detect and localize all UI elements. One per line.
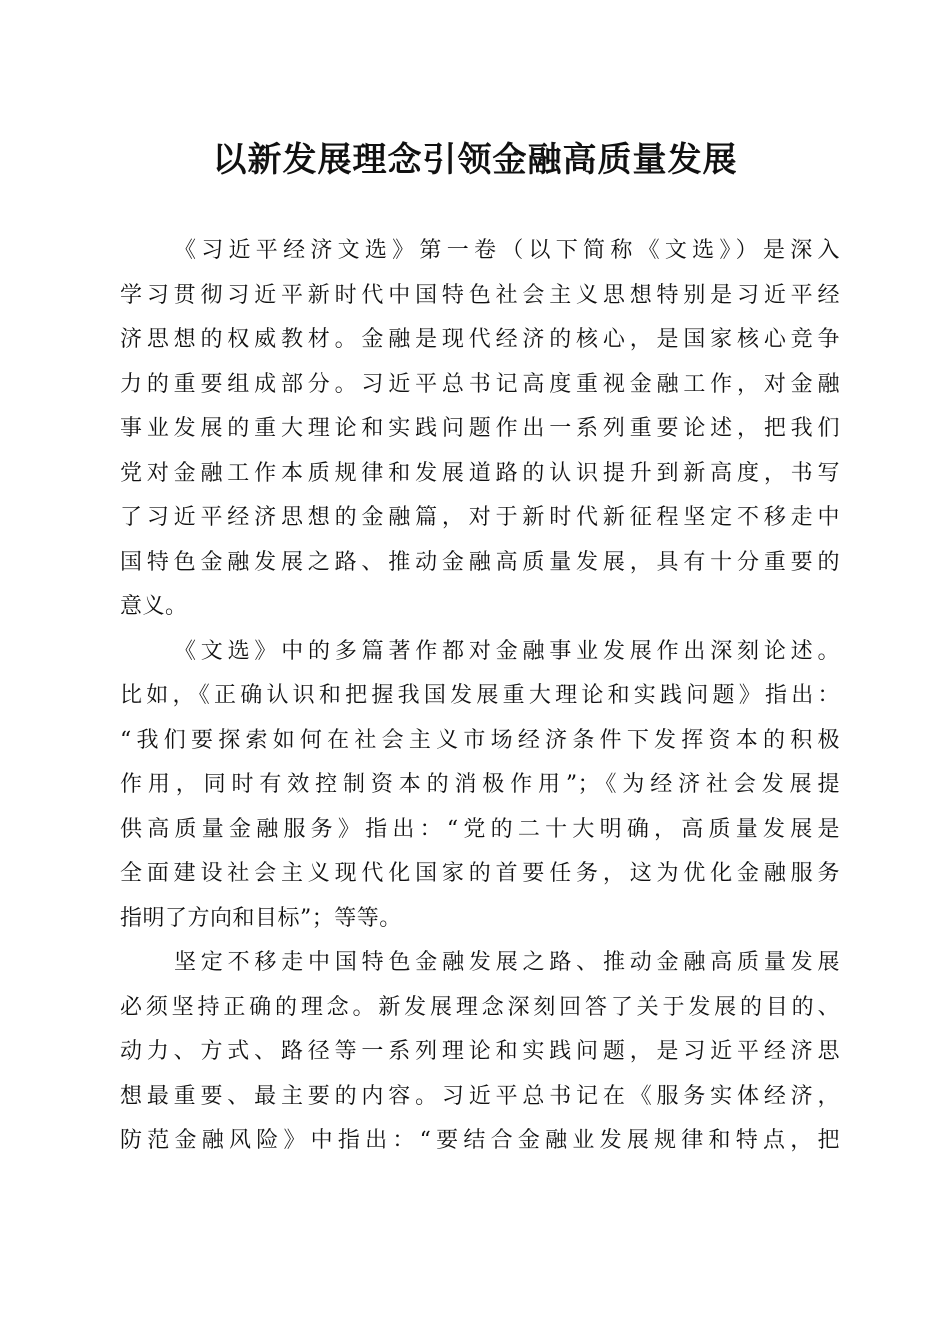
paragraph-line: 学习贯彻习近平新时代中国特色社会主义思想特别是习近平经: [120, 282, 840, 308]
paragraph-3: [120, 941, 840, 1164]
paragraph-line: 动力、方式、路径等一系列理论和实践问题，是习近平经济思: [120, 1039, 840, 1064]
paragraph-line: 坚定不移走中国特色金融发展之路、推动金融高质量发展: [174, 950, 840, 975]
paragraph-line: 《习近平经济文选》第一卷（以下简称《文选》）是深入: [174, 238, 840, 263]
paragraph-line: 防范金融风险》中指出：“要结合金融业发展规律和特点，把: [120, 1128, 840, 1153]
paragraph-line: 《文选》中的多篇著作都对金融事业发展作出深刻论述。: [174, 638, 840, 664]
document-body: [120, 229, 840, 1164]
paragraph-line: 必须坚持正确的理念。新发展理念深刻回答了关于发展的目的、: [120, 994, 840, 1020]
paragraph-line: 意义。: [120, 594, 188, 619]
document-title: 以新发展理念引领金融高质量发展: [212, 140, 738, 180]
paragraph-line: 济思想的权威教材。金融是现代经济的核心，是国家核心竞争: [120, 327, 840, 352]
paragraph-line: 供高质量金融服务》指出：“党的二十大明确，高质量发展是: [120, 816, 840, 842]
paragraph-line: 国特色金融发展之路、推动金融高质量发展，具有十分重要的: [120, 549, 840, 575]
paragraph-line: 了习近平经济思想的金融篇，对于新时代新征程坚定不移走中: [120, 505, 840, 530]
paragraph-line: 力的重要组成部分。习近平总书记高度重视金融工作，对金融: [120, 371, 840, 397]
paragraph-line: “我们要探索如何在社会主义市场经济条件下发挥资本的积极: [120, 727, 840, 753]
paragraph-line: 作用，同时有效控制资本的消极作用”；《为经济社会发展提: [120, 772, 840, 797]
paragraph-line: 比如，《正确认识和把握我国发展重大理论和实践问题》指出：: [120, 683, 840, 708]
paragraph-line: 指明了方向和目标”；等等。: [120, 905, 402, 931]
paragraph-line: 全面建设社会主义现代化国家的首要任务，这为优化金融服务: [120, 861, 840, 886]
paragraph-line: 党对金融工作本质规律和发展道路的认识提升到新高度，书写: [120, 460, 840, 486]
paragraph-line: 想最重要、最主要的内容。习近平总书记在《服务实体经济，: [120, 1083, 840, 1109]
paragraph-1: [120, 229, 840, 630]
paragraph-2: [120, 630, 840, 942]
paragraph-line: 事业发展的重大理论和实践问题作出一系列重要论述，把我们: [120, 416, 840, 441]
